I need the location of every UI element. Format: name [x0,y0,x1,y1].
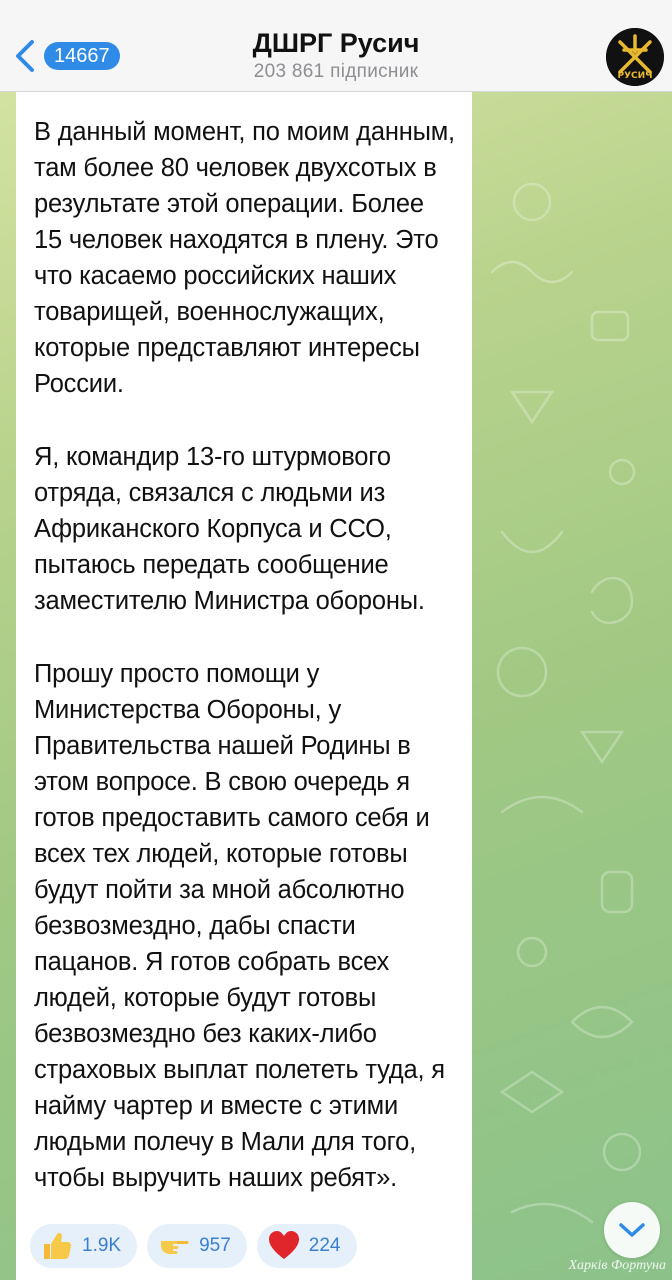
message-bubble [16,92,472,1280]
heart-icon [267,1229,301,1263]
svg-text:РУСИЧ: РУСИЧ [617,71,653,81]
chevron-down-icon [617,1220,647,1240]
reactions-bar [30,1224,357,1268]
channel-avatar[interactable] [606,28,664,86]
reaction-pointing-hand[interactable] [147,1224,247,1268]
reaction-thumbs-up[interactable] [30,1224,137,1268]
reaction-count: 1.9K [82,1235,122,1256]
subscriber-count: 203 861 підписник [253,61,419,82]
pointing-hand-icon [157,1229,191,1263]
message-paragraph: В данный момент, по моим данным, там более 80 человек двухсотых в результате этой операции. Более 15 человек находятся в плену. Это что касаемо российских наших товарищей, военнослужащих, которые представляют интересы России. [34,118,455,398]
message-paragraph: Я, командир 13-го штурмового отряда, связался с людьми из Африканского Корпуса и ССО, пытаюсь передать сообщение заместителю Министра обороны. [34,443,425,615]
thumbs-up-icon [40,1229,74,1263]
message-paragraph: Прошу просто помощи у Министерства Обороны, у Правительства нашей Родины в этом вопросе. В свою очередь я готов предоставить самого себя и всех тех людей, которые готовы будут пойти за мной абсолютно безвозмездно, дабы спасти пацанов. Я готов собрать всех людей, которые будут готовы безвозмездно без каких-либо страховых выплат полететь туда, я найму чартер и вместе с этими людьми полечу в Мали для того, чтобы выручить наших ребят». [34,660,445,1192]
watermark: Харків Фортуна [568,1258,666,1273]
reaction-count: 224 [308,1235,341,1256]
chat-header [0,0,672,92]
unread-count-badge: 14667 [44,42,120,70]
reaction-count: 957 [199,1235,231,1256]
background-pattern [472,92,672,1280]
rusich-logo-icon [606,28,664,86]
channel-title[interactable]: ДШРГ Русич [252,28,420,58]
scroll-to-bottom-button[interactable] [604,1202,660,1258]
reaction-heart[interactable] [257,1224,357,1268]
